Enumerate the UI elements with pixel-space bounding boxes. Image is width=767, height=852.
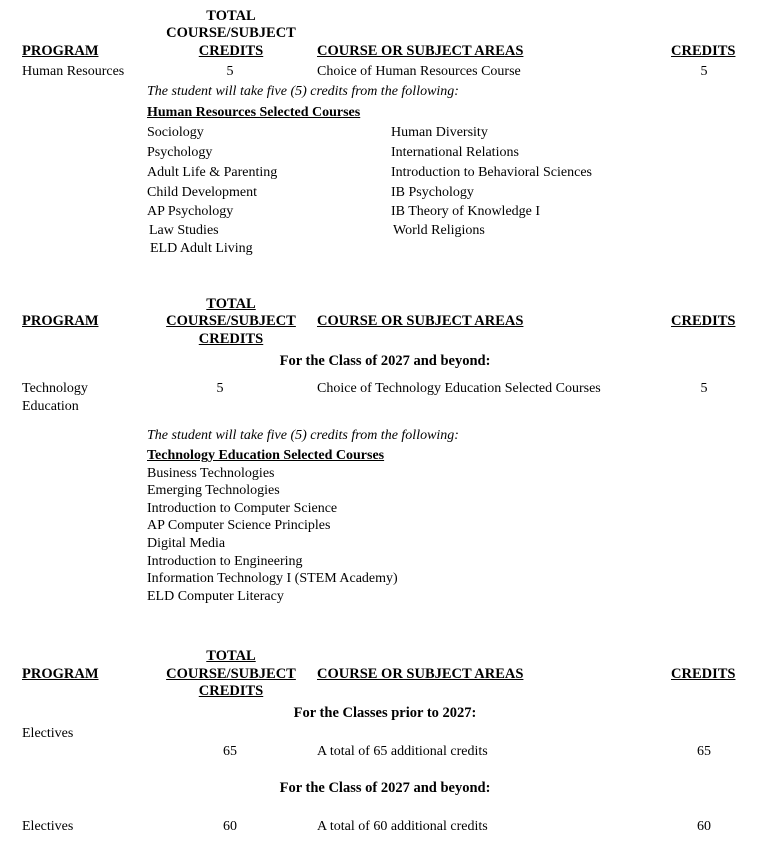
list-item: ELD Adult Living [150,241,253,256]
total-header-line2: COURSE/SUBJECT [166,25,296,41]
total-header-line3: CREDITS [198,43,264,59]
credits-header: CREDITS [671,666,736,682]
class-note-beyond: For the Class of 2027 and beyond: [279,780,491,796]
program-name: Electives [22,726,74,741]
total-credits: 5 [226,64,234,79]
credits-header: CREDITS [671,43,736,59]
list-item: AP Computer Science Principles [147,518,331,533]
course-list-title: Technology Education Selected Courses [147,448,385,463]
list-item: IB Theory of Knowledge I [391,204,541,219]
list-item: World Religions [393,223,485,238]
total-header-line3: CREDITS [198,683,264,699]
course-area: A total of 60 additional credits [317,819,488,834]
course-area: A total of 65 additional credits [317,744,488,759]
list-item: Psychology [147,145,213,160]
program-header: PROGRAM [22,313,99,329]
list-item: Introduction to Computer Science [147,501,338,516]
list-item: Introduction to Engineering [147,554,303,569]
total-header-line2: COURSE/SUBJECT [166,313,296,329]
list-item: International Relations [391,145,519,160]
list-item: Law Studies [149,223,219,238]
credits-header: CREDITS [671,313,736,329]
total-header-line1: TOTAL [206,8,256,24]
selection-note: The student will take five (5) credits from the following: [147,84,459,99]
list-item: Digital Media [147,536,226,551]
course-area: Choice of Human Resources Course [317,64,521,79]
list-item: Sociology [147,125,204,140]
total-credits: 5 [216,381,224,396]
class-note: For the Class of 2027 and beyond: [279,353,491,369]
credits-value: 5 [700,64,708,79]
list-item: ELD Computer Literacy [147,589,284,604]
class-note-prior: For the Classes prior to 2027: [293,705,477,721]
program-name-line1: Technology [22,381,88,396]
program-name-line2: Education [22,399,79,414]
list-item: Emerging Technologies [147,483,280,498]
total-header-line1: TOTAL [206,648,256,664]
list-item: Information Technology I (STEM Academy) [147,571,398,586]
total-header-line2: COURSE/SUBJECT [166,666,296,682]
list-item: Adult Life & Parenting [147,165,278,180]
credits-value: 5 [700,381,708,396]
list-item: AP Psychology [147,204,234,219]
course-area: Choice of Technology Education Selected Courses [317,381,601,396]
course-list-title: Human Resources Selected Courses [147,105,361,120]
total-credits: 60 [223,819,237,834]
credits-value: 60 [697,819,711,834]
list-item: Human Diversity [391,125,488,140]
program-header: PROGRAM [22,666,99,682]
total-credits: 65 [223,744,237,759]
program-header: PROGRAM [22,43,99,59]
list-item: Introduction to Behavioral Sciences [391,165,592,180]
list-item: IB Psychology [391,185,474,200]
list-item: Child Development [147,185,258,200]
course-areas-header: COURSE OR SUBJECT AREAS [317,313,524,329]
course-areas-header: COURSE OR SUBJECT AREAS [317,43,524,59]
total-header-line3: CREDITS [198,331,264,347]
list-item: Business Technologies [147,466,275,481]
credits-value: 65 [697,744,711,759]
selection-note: The student will take five (5) credits from the following: [147,428,459,443]
program-name: Electives [22,819,74,834]
course-areas-header: COURSE OR SUBJECT AREAS [317,666,524,682]
total-header-line1: TOTAL [206,296,256,312]
program-name: Human Resources [22,64,125,79]
